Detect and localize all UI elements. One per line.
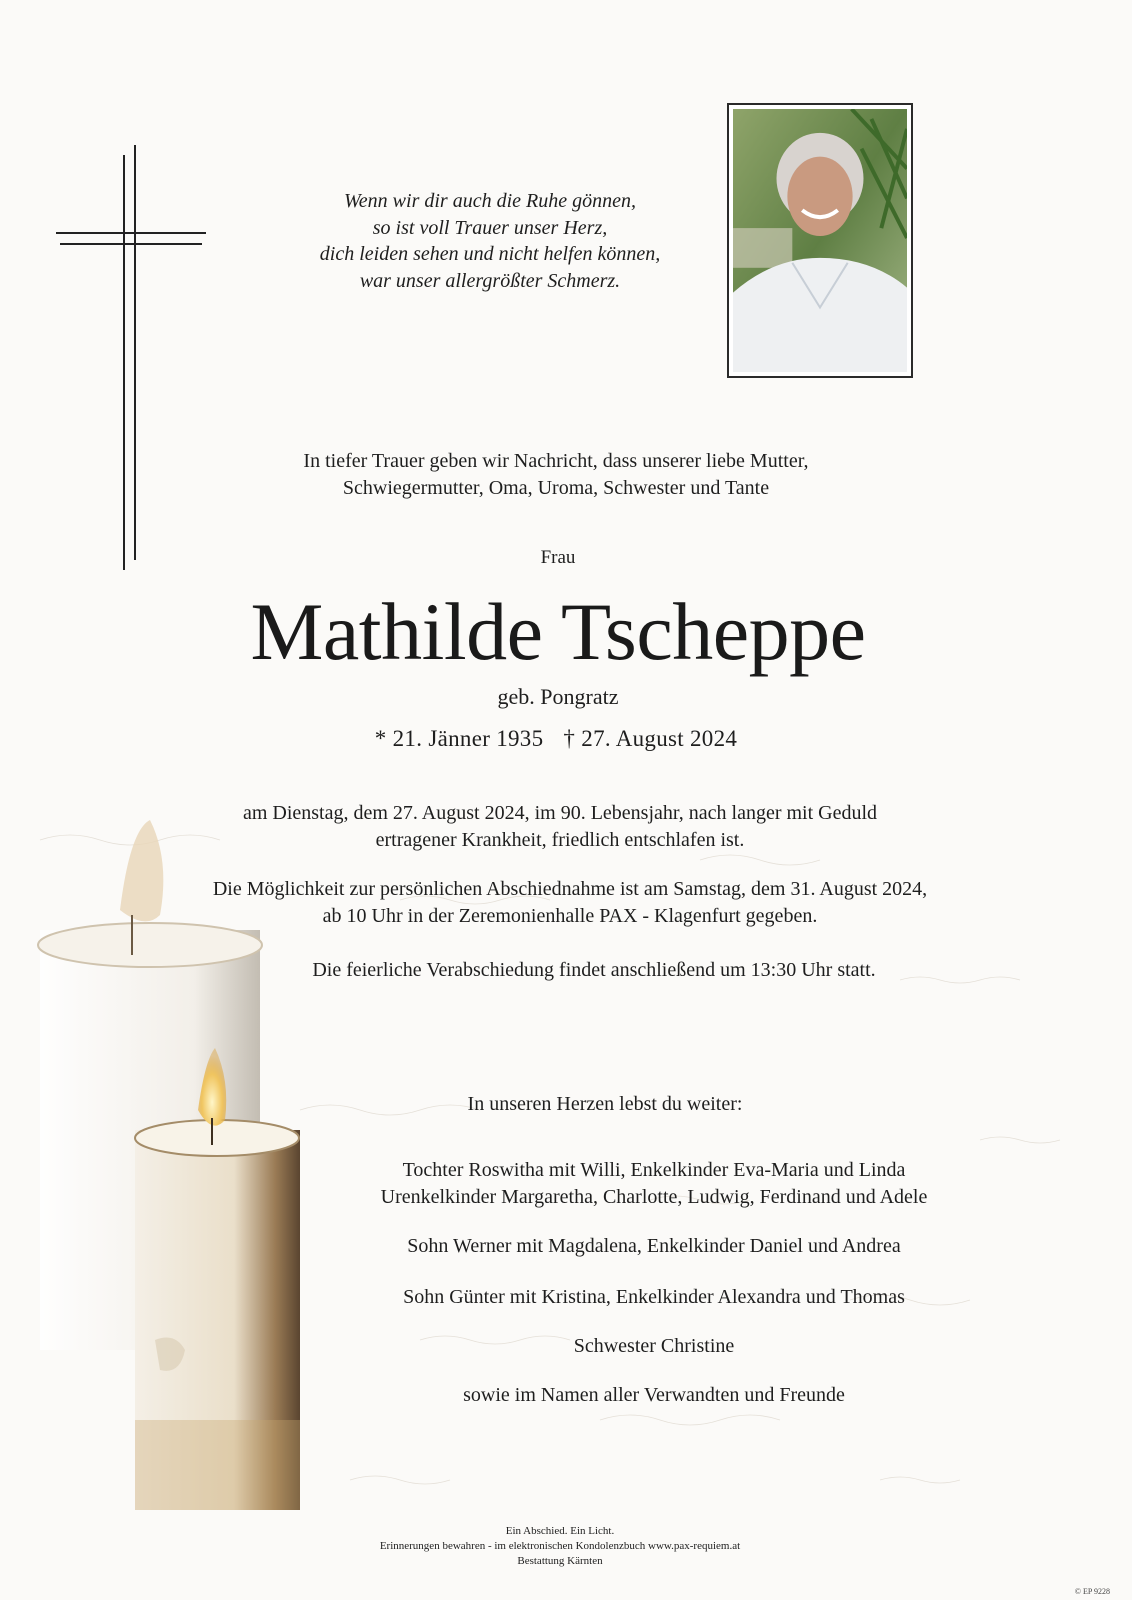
deceased-name: Mathilde Tscheppe <box>250 586 866 677</box>
poem-line: Wenn wir dir auch die Ruhe gönnen, <box>343 190 636 212</box>
portrait-image <box>733 109 907 372</box>
death-line: ertragener Krankheit, friedlich entschlafen ist. <box>375 828 745 851</box>
death-line: am Dienstag, dem 27. August 2024, im 90. Lebensjahr, nach langer mit Geduld <box>242 802 878 824</box>
footer <box>340 1524 780 1569</box>
cross-icon <box>56 145 206 585</box>
mourners-heading: In unseren Herzen lebst du weiter: <box>467 1093 743 1115</box>
intro-line: Schwiegermutter, Oma, Uroma, Schwester und Tante <box>342 476 770 499</box>
footer-line: Erinnerungen bewahren - im elektronischen Kondolenzbuch www.pax-requiem.at <box>379 1540 741 1552</box>
salutation: Frau <box>540 547 576 568</box>
intro-line: In tiefer Trauer geben wir Nachricht, dass unserer liebe Mutter, <box>303 450 809 472</box>
portrait-photo <box>727 103 913 378</box>
print-code: © EP 9228 <box>1074 1587 1110 1596</box>
footer-line: Bestattung Kärnten <box>517 1555 603 1567</box>
death-date: † 27. August 2024 <box>563 726 738 751</box>
ceremony-notice: Die feierliche Verabschiedung findet anschließend um 13:30 Uhr statt. <box>312 959 876 981</box>
poem-line: war unser allergrößter Schmerz. <box>359 269 621 292</box>
mourners-group <box>290 1157 1018 1210</box>
poem <box>250 188 730 294</box>
life-dates <box>0 726 1112 752</box>
poem-line: dich leiden sehen und nicht helfen können, <box>319 243 661 265</box>
mourners-group: Schwester Christine <box>573 1335 735 1357</box>
mourners-group: Sohn Günter mit Kristina, Enkelkinder Alexandra und Thomas <box>403 1286 905 1308</box>
intro-text <box>0 448 1112 501</box>
farewell-line: Die Möglichkeit zur persönlichen Abschiednahme ist am Samstag, dem 31. August 2024, <box>212 878 928 900</box>
farewell-line: ab 10 Uhr in der Zeremonienhalle PAX - Klagenfurt gegeben. <box>322 904 818 927</box>
footer-line: Ein Abschied. Ein Licht. <box>505 1525 615 1537</box>
poem-line: so ist voll Trauer unser Herz, <box>372 216 608 239</box>
birth-name: geb. Pongratz <box>497 684 619 709</box>
candle-illustration <box>20 820 320 1520</box>
mourners-line: Tochter Roswitha mit Willi, Enkelkinder Eva-Maria und Linda <box>402 1159 906 1181</box>
mourners-line: Urenkelkinder Margaretha, Charlotte, Ludwig, Ferdinand und Adele <box>380 1185 928 1208</box>
birth-date: * 21. Jänner 1935 <box>374 726 544 751</box>
mourners-group: sowie im Namen aller Verwandten und Freunde <box>463 1384 845 1406</box>
mourners-group: Sohn Werner mit Magdalena, Enkelkinder Daniel und Andrea <box>407 1235 901 1257</box>
